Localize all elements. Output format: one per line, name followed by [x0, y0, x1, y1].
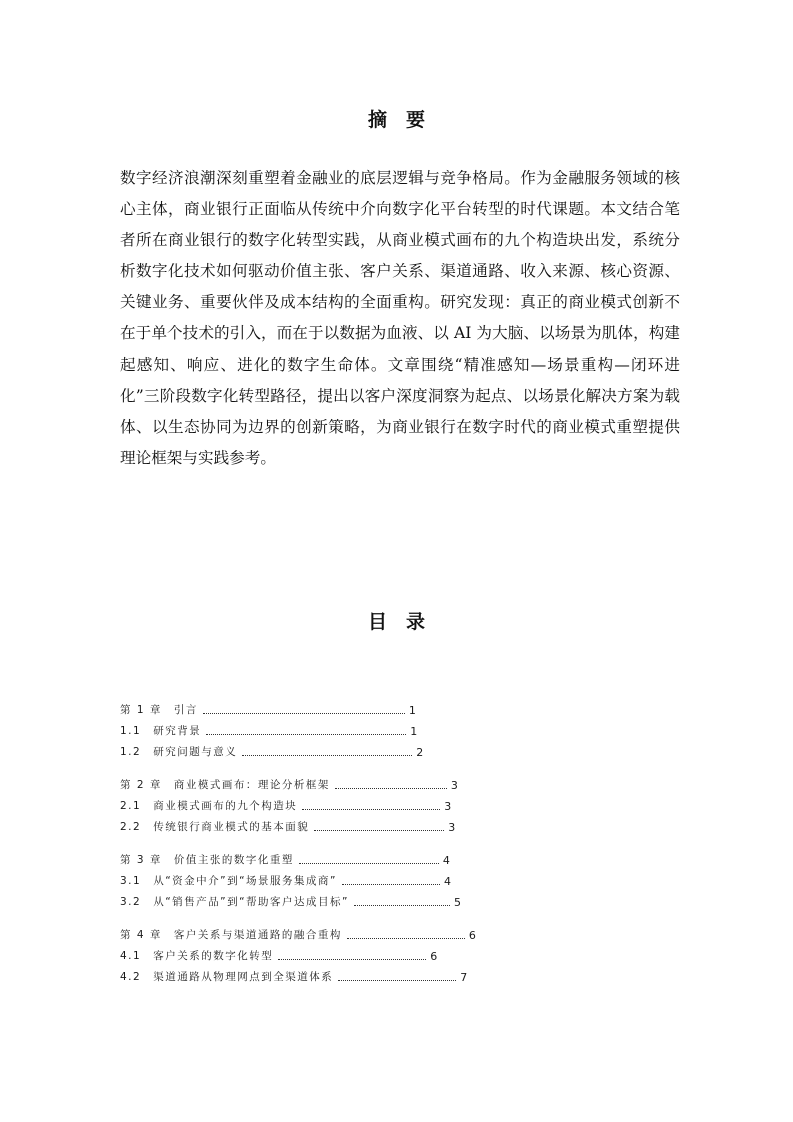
toc-entry-1-2[interactable]: [120, 741, 423, 759]
toc-dot-leader: [347, 938, 465, 939]
toc-entry-title: 4.1 客户关系的数字化转型: [120, 950, 274, 962]
toc-entry-title: 第 3 章 价值主张的数字化重塑: [120, 854, 294, 866]
toc-entry-2-1[interactable]: [120, 795, 451, 813]
toc-entry-page: 6: [430, 950, 438, 963]
toc-entry-chapter-1[interactable]: [120, 699, 416, 717]
abstract-body: 数字经济浪潮深刻重塑着金融业的底层逻辑与竞争格局。作为金融服务领域的核心主体，商业银行正面临从传统中介向数字化平台转型的时代课题。本文结合笔者所在商业银行的数字化转型实践，从商业模式画布的九个构造块出发，系统分析数字化技术如何驱动价值主张、客户关系、渠道通路、收入来源、核心资源、关键业务、重要伙伴及成本结构的全面重构。研究发现：真正的商业模式创新不在于单个技术的引入，而在于以数据为血液、以 AI 为大脑、以场景为肌体，构建起感知、响应、进化的数字生命体。文章围绕“精准感知—场景重构—闭环进化”三阶段数字化转型路径，提出以客户深度洞察为起点、以场景化解决方案为载体、以生态协同为边界的创新策略，为商业银行在数字时代的商业模式重塑提供理论框架与实践参考。: [120, 169, 680, 467]
toc-entry-page: 3: [450, 779, 458, 792]
toc-entry-page: 4: [443, 875, 451, 888]
toc-entry-page: 4: [442, 854, 450, 867]
toc-entry-page: 3: [444, 800, 452, 813]
toc-heading: 目 录: [367, 611, 425, 633]
toc-dot-leader: [203, 713, 405, 714]
toc-entry-page: 3: [448, 821, 456, 834]
toc-dot-leader: [299, 863, 439, 864]
toc-entry-2-2[interactable]: [120, 816, 455, 834]
toc-dot-leader: [354, 905, 450, 906]
toc-dot-leader: [335, 788, 447, 789]
abstract-heading: 摘 要: [367, 109, 425, 131]
toc-entry-page: 6: [468, 929, 476, 942]
toc-entry-page: 5: [453, 896, 461, 909]
toc-entry-page: 7: [460, 971, 468, 984]
toc-entry-page: 1: [410, 725, 418, 738]
toc-dot-leader: [206, 734, 406, 735]
toc-dot-leader: [302, 809, 440, 810]
toc-dot-leader: [338, 980, 456, 981]
toc-entry-page: 1: [408, 704, 416, 717]
toc-entry-3-2[interactable]: [120, 891, 461, 909]
toc-entry-title: 4.2 渠道通路从物理网点到全渠道体系: [120, 971, 334, 983]
toc-entry-title: 1.1 研究背景: [120, 725, 202, 737]
toc-entry-title: 3.1 从“资金中介”到“场景服务集成商”: [120, 875, 337, 887]
toc-entry-1-1[interactable]: [120, 720, 417, 738]
toc-entry-chapter-4[interactable]: [120, 924, 476, 942]
toc-entry-chapter-3[interactable]: [120, 849, 450, 867]
toc-dot-leader: [342, 884, 440, 885]
toc-entry-3-1[interactable]: [120, 870, 451, 888]
toc-entry-4-2[interactable]: [120, 966, 467, 984]
toc-dot-leader: [314, 830, 444, 831]
toc-entry-title: 2.2 传统银行商业模式的基本面貌: [120, 821, 310, 833]
toc-entry-title: 第 4 章 客户关系与渠道通路的融合重构: [120, 929, 342, 941]
toc-entry-title: 第 1 章 引言: [120, 704, 198, 716]
toc-dot-leader: [242, 755, 412, 756]
toc-entry-title: 3.2 从“销售产品”到“帮助客户达成目标”: [120, 896, 349, 908]
toc-entry-page: 2: [416, 746, 424, 759]
toc-dot-leader: [278, 959, 426, 960]
toc-entry-chapter-2[interactable]: [120, 774, 458, 792]
toc-entry-title: 2.1 商业模式画布的九个构造块: [120, 800, 298, 812]
toc-entry-title: 第 2 章 商业模式画布：理论分析框架: [120, 779, 330, 791]
toc-entry-4-1[interactable]: [120, 945, 437, 963]
toc-entry-title: 1.2 研究问题与意义: [120, 746, 238, 758]
